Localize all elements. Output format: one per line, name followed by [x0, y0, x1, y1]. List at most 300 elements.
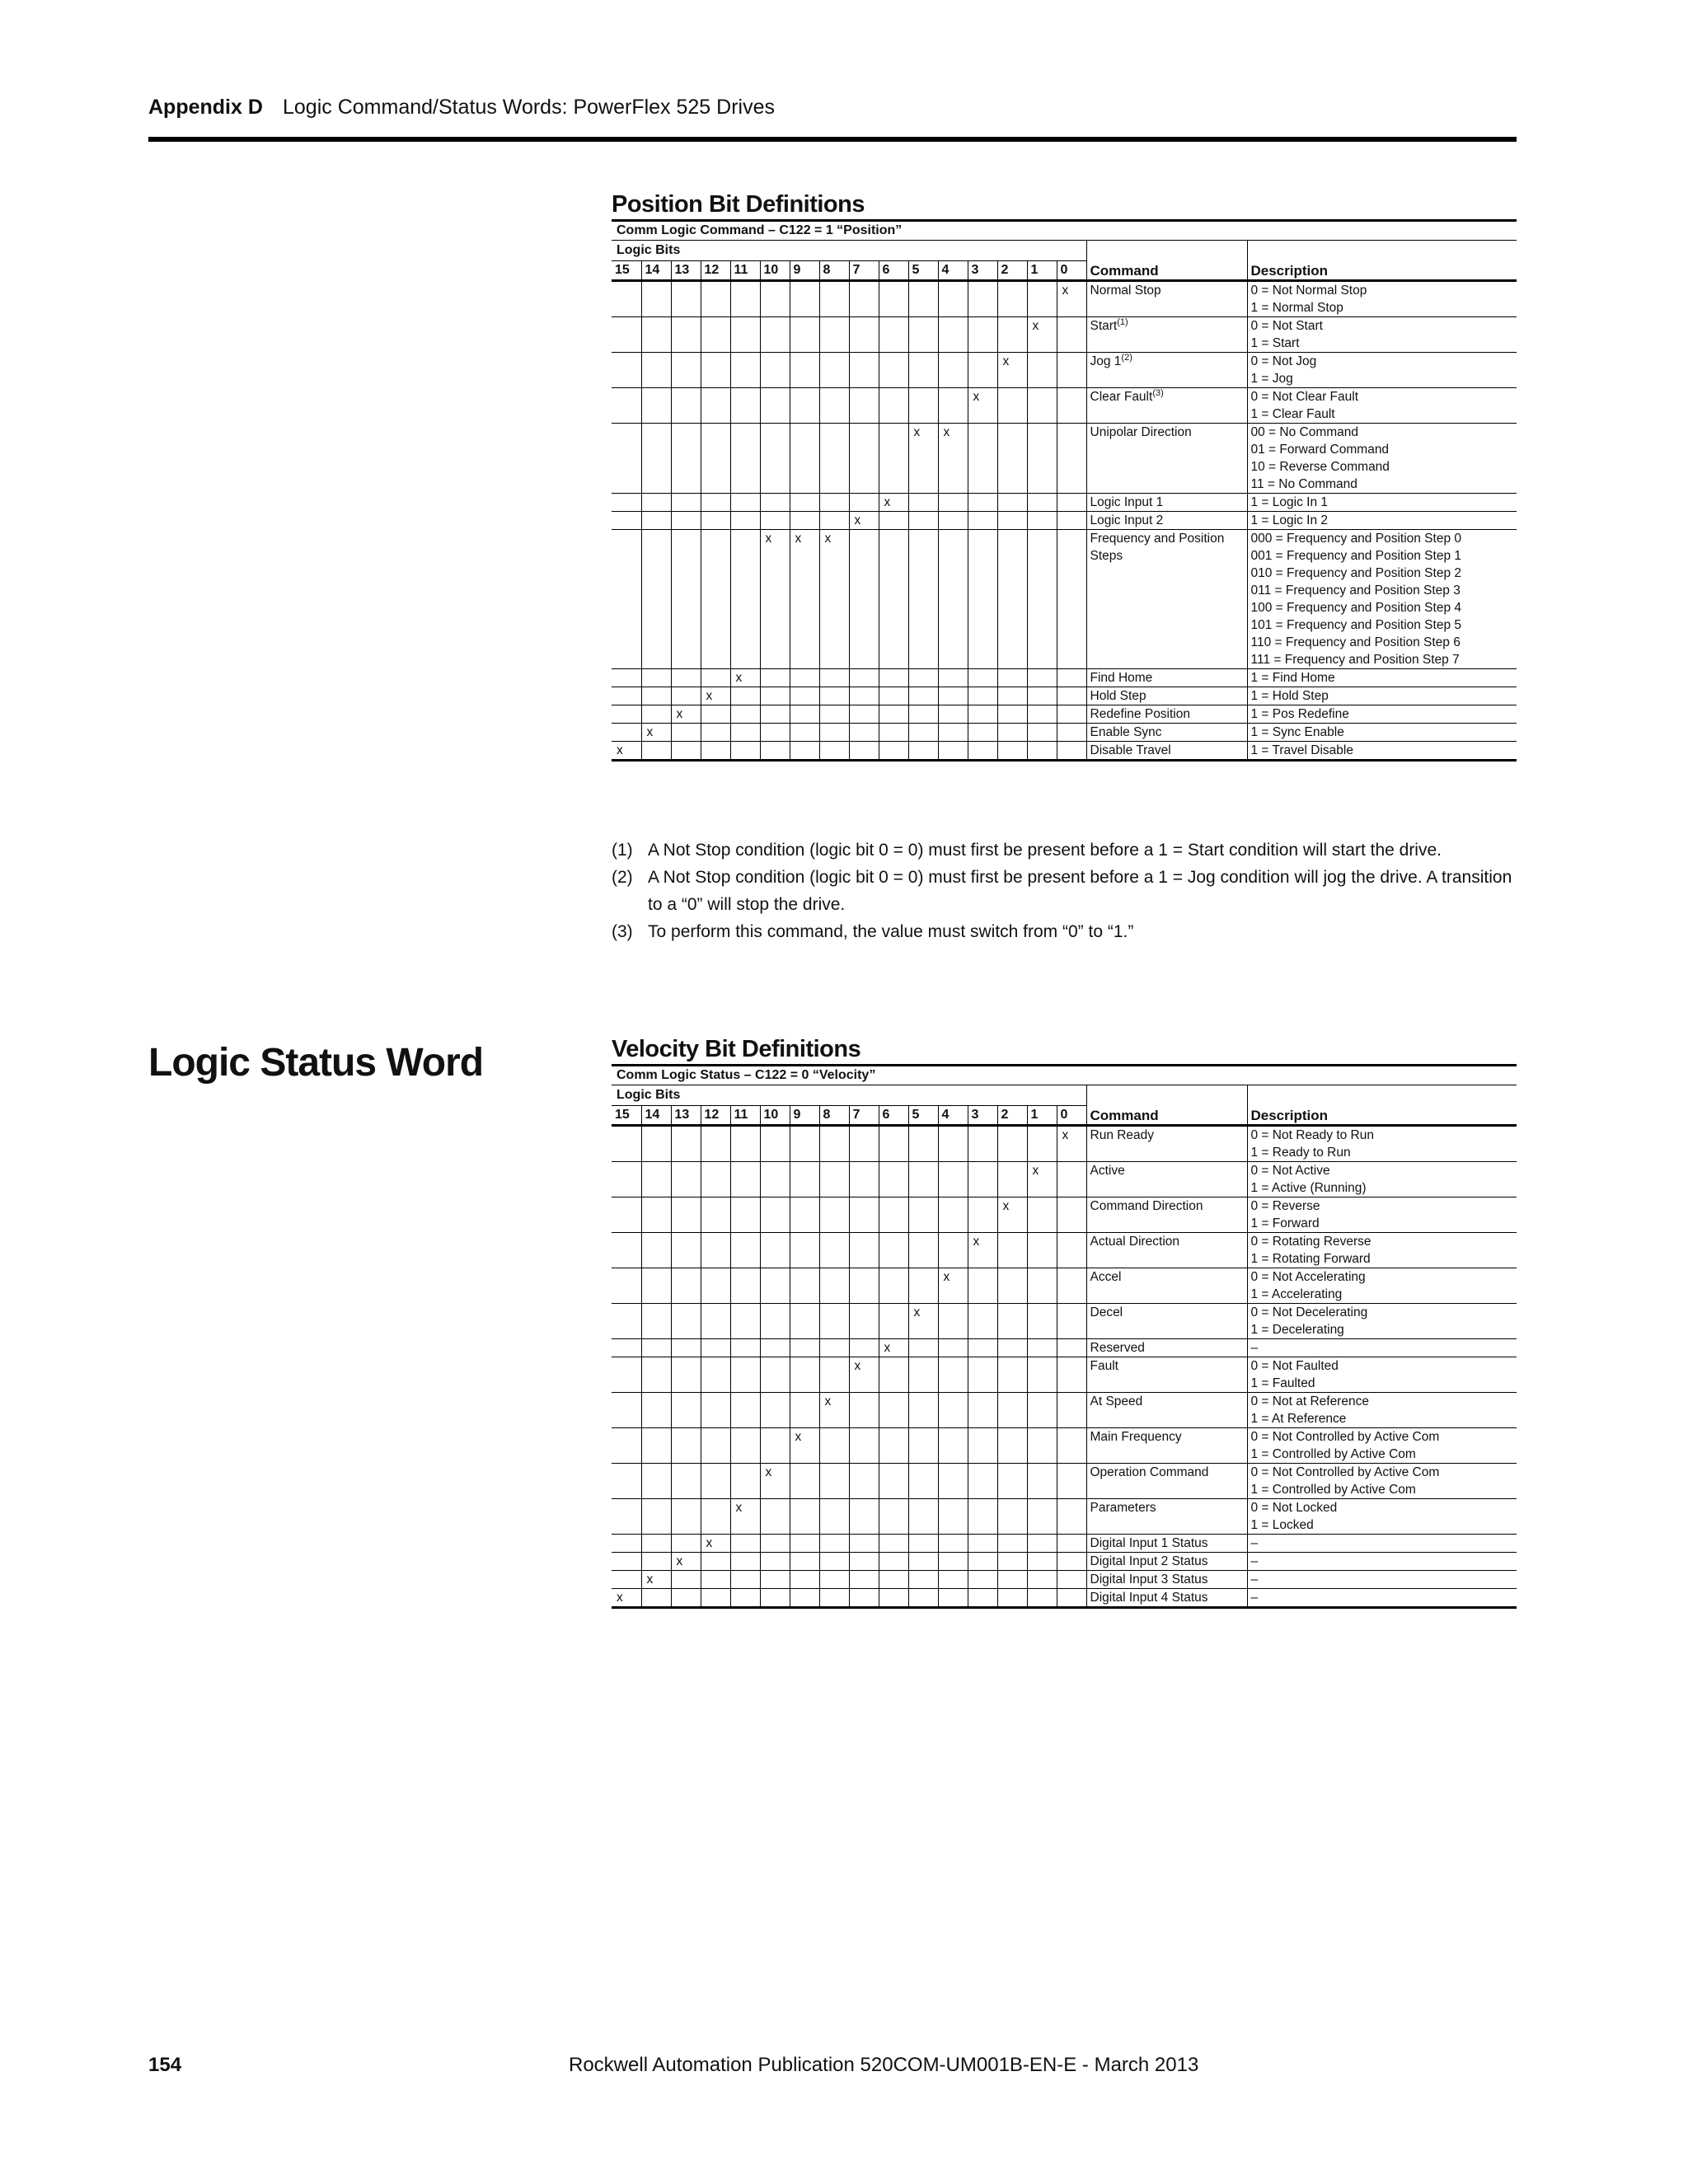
command-cell	[1086, 388, 1247, 424]
bit-cell	[908, 1357, 938, 1393]
bit-cell	[671, 494, 701, 512]
bit-cell	[1027, 281, 1057, 317]
command-text: Fault	[1090, 1359, 1118, 1373]
bit-cell	[671, 724, 701, 742]
section-heading: Logic Status Word	[148, 1041, 484, 1085]
bit-cell	[849, 1464, 879, 1499]
description-line: 1 = Faulted	[1250, 1376, 1315, 1390]
bit-cell	[938, 742, 968, 761]
bit-cell	[641, 1197, 671, 1233]
bit-cell	[938, 512, 968, 530]
bit-cell	[701, 1553, 730, 1571]
command-cell	[1086, 353, 1247, 388]
description-line: 0 = Not Controlled by Active Com	[1250, 1430, 1440, 1444]
description-line: 1 = Travel Disable	[1250, 743, 1353, 757]
bit-cell	[849, 1233, 879, 1268]
bit-cell	[1057, 1233, 1086, 1268]
description-line: –	[1250, 1536, 1259, 1550]
bit-mark: x	[765, 532, 772, 546]
bit-cell	[968, 1162, 997, 1197]
bit-cell	[879, 1499, 908, 1535]
bit-cell	[849, 1553, 879, 1571]
bit-number-6: 6	[879, 261, 908, 281]
description-line: 0 = Not Decelerating	[1250, 1305, 1368, 1319]
bit-cell	[612, 353, 641, 388]
bit-cell	[968, 1464, 997, 1499]
bit-cell	[997, 705, 1027, 724]
bit-cell	[641, 1339, 671, 1357]
bit-cell	[701, 388, 730, 424]
bit-cell	[938, 1357, 968, 1393]
bit-cell	[908, 1393, 938, 1428]
table-caption-row	[612, 1066, 1517, 1085]
bit-cell	[997, 1571, 1027, 1589]
bit-cell	[938, 1304, 968, 1339]
bit-cell	[968, 1339, 997, 1357]
bit-cell	[730, 1162, 760, 1197]
bit-number-2: 2	[997, 261, 1027, 281]
bit-cell	[641, 1268, 671, 1304]
logic-bits-row	[612, 1085, 1517, 1106]
bit-number-5: 5	[908, 1106, 938, 1126]
bit-cell	[612, 1357, 641, 1393]
bit-cell	[790, 1357, 819, 1393]
bit-mark: x	[706, 1536, 713, 1550]
bit-cell	[790, 1464, 819, 1499]
description-line: 10 = Reverse Command	[1250, 460, 1390, 474]
description-cell	[1247, 705, 1517, 724]
command-text: Disable Travel	[1090, 743, 1171, 757]
bit-cell	[701, 1304, 730, 1339]
bit-cell	[701, 1162, 730, 1197]
bit-cell	[849, 742, 879, 761]
description-line: 0 = Not Locked	[1250, 1501, 1338, 1515]
bit-cell	[641, 1589, 671, 1608]
bit-number-12: 12	[701, 1106, 730, 1126]
command-text: Command Direction	[1090, 1199, 1203, 1213]
command-text: Unipolar Direction	[1090, 425, 1192, 439]
bit-cell	[1027, 687, 1057, 705]
command-text: Run Ready	[1090, 1128, 1155, 1142]
bit-cell	[997, 1357, 1027, 1393]
bit-number-0: 0	[1057, 1106, 1086, 1126]
bit-cell	[1027, 1535, 1057, 1553]
bit-cell	[908, 388, 938, 424]
description-cell	[1247, 512, 1517, 530]
bit-cell	[997, 724, 1027, 742]
description-line: 00 = No Command	[1250, 425, 1359, 439]
footnote-number: (2)	[612, 868, 633, 887]
bit-cell	[997, 1268, 1027, 1304]
command-text: Active	[1090, 1164, 1125, 1178]
command-cell	[1086, 687, 1247, 705]
bit-mark: x	[617, 743, 623, 757]
header-title: Logic Command/Status Words: PowerFlex 525 Drives	[283, 96, 775, 119]
bit-cell	[938, 530, 968, 669]
command-cell	[1086, 424, 1247, 494]
bit-cell	[819, 1553, 849, 1571]
bit-cell	[1057, 353, 1086, 388]
bit-cell	[819, 1162, 849, 1197]
bit-cell	[938, 317, 968, 353]
command-cell	[1086, 512, 1247, 530]
bit-cell	[879, 494, 908, 512]
description-cell	[1247, 724, 1517, 742]
bit-cell	[671, 687, 701, 705]
description-line: 0 = Not Accelerating	[1250, 1270, 1366, 1284]
bit-cell	[730, 281, 760, 317]
bit-cell	[1057, 1357, 1086, 1393]
bit-number-9: 9	[790, 1106, 819, 1126]
logic-bits-label: Logic Bits	[617, 1088, 681, 1102]
bit-cell	[612, 1393, 641, 1428]
bit-cell	[760, 1339, 790, 1357]
table-caption: Comm Logic Status – C122 = 0 “Velocity”	[612, 1066, 1517, 1085]
description-line: 100 = Frequency and Position Step 4	[1250, 601, 1461, 615]
bit-cell	[997, 1499, 1027, 1535]
bit-cell	[641, 1162, 671, 1197]
bit-cell	[908, 1571, 938, 1589]
description-line: 1 = Controlled by Active Com	[1250, 1447, 1416, 1461]
bit-cell	[1057, 494, 1086, 512]
bit-cell	[968, 1304, 997, 1339]
bit-number-3: 3	[968, 261, 997, 281]
bit-cell	[760, 1393, 790, 1428]
bit-cell	[938, 1428, 968, 1464]
bit-cell	[997, 317, 1027, 353]
command-text: Digital Input 2 Status	[1090, 1554, 1208, 1568]
bit-cell	[790, 494, 819, 512]
bit-cell	[701, 1339, 730, 1357]
bit-cell	[938, 1339, 968, 1357]
bit-cell	[908, 1428, 938, 1464]
bit-cell	[790, 1233, 819, 1268]
description-cell	[1247, 281, 1517, 317]
bit-cell	[819, 281, 849, 317]
bit-cell	[760, 742, 790, 761]
bit-cell	[671, 1393, 701, 1428]
bit-cell	[997, 1589, 1027, 1608]
table-row	[612, 669, 1517, 687]
description-header: Description	[1247, 241, 1517, 281]
bit-cell	[790, 724, 819, 742]
velocity-table	[612, 1064, 1517, 1609]
command-text: Redefine Position	[1090, 707, 1190, 721]
bit-cell	[849, 669, 879, 687]
bit-cell	[1057, 1126, 1086, 1162]
bit-cell	[730, 424, 760, 494]
bit-cell	[849, 1339, 879, 1357]
description-line: 0 = Not Clear Fault	[1250, 390, 1359, 404]
bit-cell	[790, 1268, 819, 1304]
bit-cell	[997, 1126, 1027, 1162]
bit-cell	[997, 353, 1027, 388]
bit-cell	[701, 281, 730, 317]
bit-cell	[1057, 388, 1086, 424]
bit-cell	[1027, 705, 1057, 724]
bit-cell	[1057, 530, 1086, 669]
bit-cell	[819, 1589, 849, 1608]
description-line: 1 = Ready to Run	[1250, 1146, 1351, 1160]
bit-cell	[849, 1393, 879, 1428]
bit-cell	[879, 1428, 908, 1464]
bit-cell	[879, 687, 908, 705]
table-row	[612, 1553, 1517, 1571]
bit-cell	[671, 1268, 701, 1304]
bit-cell	[612, 1553, 641, 1571]
bit-cell	[612, 1268, 641, 1304]
command-cell	[1086, 1233, 1247, 1268]
bit-cell	[641, 1126, 671, 1162]
description-line: 1 = Hold Step	[1250, 689, 1329, 703]
command-cell	[1086, 1268, 1247, 1304]
bit-cell	[790, 1553, 819, 1571]
bit-cell	[968, 1571, 997, 1589]
bit-cell	[641, 1428, 671, 1464]
bit-cell	[760, 1197, 790, 1233]
bit-mark: x	[617, 1591, 623, 1605]
description-line: 1 = Logic In 1	[1250, 495, 1328, 509]
bit-cell	[790, 1126, 819, 1162]
command-cell	[1086, 1393, 1247, 1428]
bit-number-11: 11	[730, 261, 760, 281]
bit-cell	[641, 494, 671, 512]
description-line: –	[1250, 1554, 1259, 1568]
bit-cell	[849, 1304, 879, 1339]
bit-cell	[790, 424, 819, 494]
bit-cell	[938, 1499, 968, 1535]
bit-cell	[997, 1233, 1027, 1268]
bit-cell	[938, 1571, 968, 1589]
bit-cell	[790, 281, 819, 317]
footnote-ref: (2)	[1121, 352, 1132, 363]
description-cell	[1247, 1162, 1517, 1197]
bit-cell	[790, 742, 819, 761]
description-line: 1 = Locked	[1250, 1518, 1314, 1532]
bit-number-1: 1	[1027, 1106, 1057, 1126]
bit-cell	[760, 281, 790, 317]
description-line: 0 = Not Faulted	[1250, 1359, 1339, 1373]
bit-cell	[1057, 1499, 1086, 1535]
description-cell	[1247, 424, 1517, 494]
bit-cell	[671, 1535, 701, 1553]
bit-cell	[1057, 1428, 1086, 1464]
bit-cell	[760, 1589, 790, 1608]
description-cell	[1247, 1571, 1517, 1589]
bit-cell	[701, 1393, 730, 1428]
description-line: –	[1250, 1591, 1259, 1605]
bit-cell	[730, 1589, 760, 1608]
bit-cell	[612, 494, 641, 512]
command-cell	[1086, 1428, 1247, 1464]
bit-cell	[612, 1571, 641, 1589]
description-line: 1 = Decelerating	[1250, 1323, 1344, 1337]
bit-cell	[730, 512, 760, 530]
bit-cell	[671, 669, 701, 687]
bit-cell	[819, 1357, 849, 1393]
bit-cell	[671, 353, 701, 388]
command-cell	[1086, 1535, 1247, 1553]
footnote-text: To perform this command, the value must switch from “0” to “1.”	[648, 922, 1134, 941]
bit-number-13: 13	[671, 261, 701, 281]
logic-bits-row	[612, 241, 1517, 261]
bit-cell	[701, 1233, 730, 1268]
bit-cell	[908, 687, 938, 705]
bit-cell	[908, 1464, 938, 1499]
description-cell	[1247, 530, 1517, 669]
bit-cell	[612, 687, 641, 705]
bit-cell	[671, 1304, 701, 1339]
command-text: Digital Input 1 Status	[1090, 1536, 1208, 1550]
bit-cell	[997, 1464, 1027, 1499]
bit-cell	[938, 1589, 968, 1608]
description-line: 11 = No Command	[1250, 477, 1357, 491]
bit-cell	[760, 494, 790, 512]
description-line: 0 = Not Normal Stop	[1250, 284, 1367, 298]
command-cell	[1086, 1589, 1247, 1608]
bit-cell	[671, 1233, 701, 1268]
bit-cell	[849, 724, 879, 742]
bit-cell	[849, 687, 879, 705]
bit-cell	[968, 1428, 997, 1464]
bit-cell	[701, 687, 730, 705]
bit-cell	[968, 530, 997, 669]
bit-cell	[790, 1589, 819, 1608]
bit-cell	[760, 1268, 790, 1304]
description-line: 011 = Frequency and Position Step 3	[1250, 583, 1461, 598]
table-row	[612, 281, 1517, 317]
table-row	[612, 353, 1517, 388]
description-cell	[1247, 1304, 1517, 1339]
command-cell	[1086, 724, 1247, 742]
description-line: 0 = Not Jog	[1250, 354, 1317, 368]
bit-cell	[849, 1197, 879, 1233]
description-line: 1 = Accelerating	[1250, 1287, 1343, 1301]
bit-cell	[701, 1499, 730, 1535]
bit-cell	[1027, 317, 1057, 353]
bit-cell	[671, 1553, 701, 1571]
bit-cell	[849, 424, 879, 494]
bit-cell	[612, 742, 641, 761]
bit-cell	[908, 1499, 938, 1535]
table-row	[612, 705, 1517, 724]
bit-mark: x	[884, 495, 891, 509]
table-row	[612, 388, 1517, 424]
bit-cell	[1057, 1464, 1086, 1499]
bit-mark: x	[943, 1270, 950, 1284]
table-row	[612, 687, 1517, 705]
bit-cell	[760, 530, 790, 669]
bit-cell	[612, 281, 641, 317]
bit-cell	[819, 1268, 849, 1304]
bit-cell	[612, 1304, 641, 1339]
bit-cell	[938, 1553, 968, 1571]
description-cell	[1247, 1126, 1517, 1162]
bit-cell	[879, 742, 908, 761]
bit-cell	[849, 1268, 879, 1304]
command-cell	[1086, 1304, 1247, 1339]
bit-cell	[641, 353, 671, 388]
bit-cell	[997, 687, 1027, 705]
bit-cell	[730, 687, 760, 705]
bit-cell	[760, 317, 790, 353]
bit-cell	[1057, 1162, 1086, 1197]
description-line: 1 = Jog	[1250, 372, 1293, 386]
description-line: 1 = Normal Stop	[1250, 301, 1343, 315]
bit-cell	[790, 669, 819, 687]
bit-cell	[790, 1535, 819, 1553]
description-line: 1 = Start	[1250, 336, 1300, 350]
footnote-text: A Not Stop condition (logic bit 0 = 0) must first be present before a 1 = Jog condition will jog the drive. A transition to a “0” will stop the drive.	[648, 868, 1512, 914]
bit-cell	[908, 1162, 938, 1197]
bit-cell	[968, 1393, 997, 1428]
bit-cell	[1027, 1233, 1057, 1268]
command-cell	[1086, 669, 1247, 687]
description-line: 111 = Frequency and Position Step 7	[1250, 653, 1460, 667]
command-cell	[1086, 705, 1247, 724]
bit-cell	[879, 317, 908, 353]
bit-mark: x	[676, 1554, 683, 1568]
description-line: 010 = Frequency and Position Step 2	[1250, 566, 1461, 580]
bit-cell	[819, 705, 849, 724]
bit-cell	[1027, 1197, 1057, 1233]
description-cell	[1247, 742, 1517, 761]
bit-cell	[819, 388, 849, 424]
table-row	[612, 1339, 1517, 1357]
bit-cell	[790, 1339, 819, 1357]
bit-mark: x	[765, 1465, 772, 1479]
bit-cell	[1057, 317, 1086, 353]
bit-cell	[819, 317, 849, 353]
bit-cell	[879, 512, 908, 530]
bit-cell	[730, 1553, 760, 1571]
bit-cell	[730, 1571, 760, 1589]
description-cell	[1247, 1464, 1517, 1499]
bit-cell	[819, 530, 849, 669]
bit-mark: x	[943, 425, 950, 439]
bit-number-7: 7	[849, 261, 879, 281]
bit-cell	[908, 1197, 938, 1233]
table-row	[612, 494, 1517, 512]
bit-cell	[790, 687, 819, 705]
footnote-ref: (3)	[1152, 387, 1164, 398]
bit-cell	[1027, 1499, 1057, 1535]
bit-mark: x	[706, 689, 713, 703]
bit-cell	[730, 1393, 760, 1428]
bit-number-7: 7	[849, 1106, 879, 1126]
bit-number-4: 4	[938, 261, 968, 281]
bit-cell	[997, 1393, 1027, 1428]
bit-cell	[671, 388, 701, 424]
description-line: 101 = Frequency and Position Step 5	[1250, 618, 1461, 632]
description-cell	[1247, 1428, 1517, 1464]
bit-number-14: 14	[641, 261, 671, 281]
description-line: 1 = Find Home	[1250, 671, 1335, 685]
description-cell	[1247, 687, 1517, 705]
bit-cell	[612, 1499, 641, 1535]
bit-mark: x	[1032, 1164, 1039, 1178]
command-text: Normal Stop	[1090, 284, 1161, 298]
description-line: 0 = Not Active	[1250, 1164, 1330, 1178]
bit-mark: x	[676, 707, 683, 721]
bit-cell	[997, 1428, 1027, 1464]
command-text: Main Frequency	[1090, 1430, 1182, 1444]
table-row	[612, 317, 1517, 353]
bit-cell	[1027, 1571, 1057, 1589]
bit-cell	[612, 705, 641, 724]
bit-cell	[671, 1197, 701, 1233]
bit-cell	[849, 1126, 879, 1162]
